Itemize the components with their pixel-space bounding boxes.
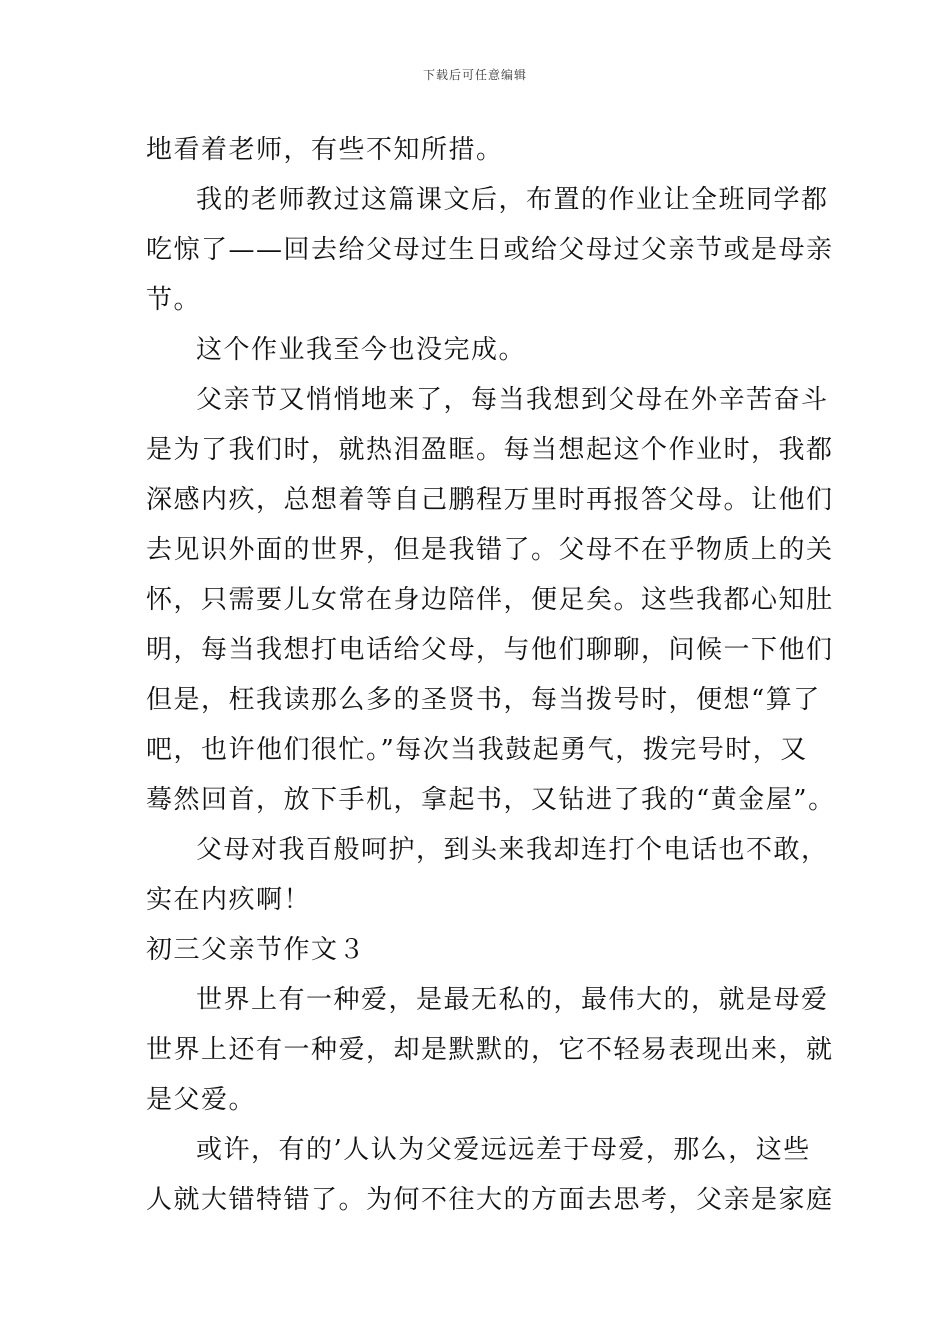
text-line: 世界上还有一种爱，却是默默的，它不轻易表现出来，就 xyxy=(146,1035,834,1065)
text-line: 吧，也许他们很忙。”每次当我鼓起勇气，拨完号时，又 xyxy=(146,735,808,765)
text-line: 我的老师教过这篇课文后，布置的作业让全班同学都 xyxy=(196,185,829,215)
section-heading: 初三父亲节作文３ xyxy=(146,935,367,965)
text-line: 是父爱。 xyxy=(146,1085,257,1115)
text-line: 节。 xyxy=(146,285,202,315)
text-line: 但是，枉我读那么多的圣贤书，每当拨号时，便想“算了 xyxy=(146,685,821,715)
text-line: 蓦然回首，放下手机，拿起书，又钻进了我的“黄金屋”。 xyxy=(146,785,836,815)
page-header: 下载后可任意编辑 xyxy=(422,68,527,82)
text-line: 世界上有一种爱，是最无私的，最伟大的，就是母爱 xyxy=(196,985,829,1015)
text-line: 这个作业我至今也没完成。 xyxy=(196,335,527,365)
text-line: 实在内疚啊！ xyxy=(146,885,312,915)
text-line: 或许，有的’人认为父爱远远差于母爱，那么，这些 xyxy=(196,1135,811,1165)
text-line: 人就大错特错了。为何不往大的方面去思考，父亲是家庭 xyxy=(146,1185,834,1215)
text-line: 怀，只需要儿女常在身边陪伴，便足矣。这些我都心知肚 xyxy=(146,585,834,615)
text-line: 是为了我们时，就热泪盈眶。每当想起这个作业时，我都 xyxy=(146,435,834,465)
text-line: 明，每当我想打电话给父母，与他们聊聊，问候一下他们 xyxy=(146,635,834,665)
text-line: 地看着老师，有些不知所措。 xyxy=(146,135,504,165)
text-line: 去见识外面的世界，但是我错了。父母不在乎物质上的关 xyxy=(146,535,834,565)
text-line: 父母对我百般呵护，到头来我却连打个电话也不敢， xyxy=(196,835,829,865)
text-line: 深感内疚，总想着等自己鹏程万里时再报答父母。让他们 xyxy=(146,485,834,515)
text-line: 父亲节又悄悄地来了，每当我想到父母在外辛苦奋斗 xyxy=(196,385,829,415)
text-line: 吃惊了——回去给父母过生日或给父母过父亲节或是母亲 xyxy=(146,235,834,265)
